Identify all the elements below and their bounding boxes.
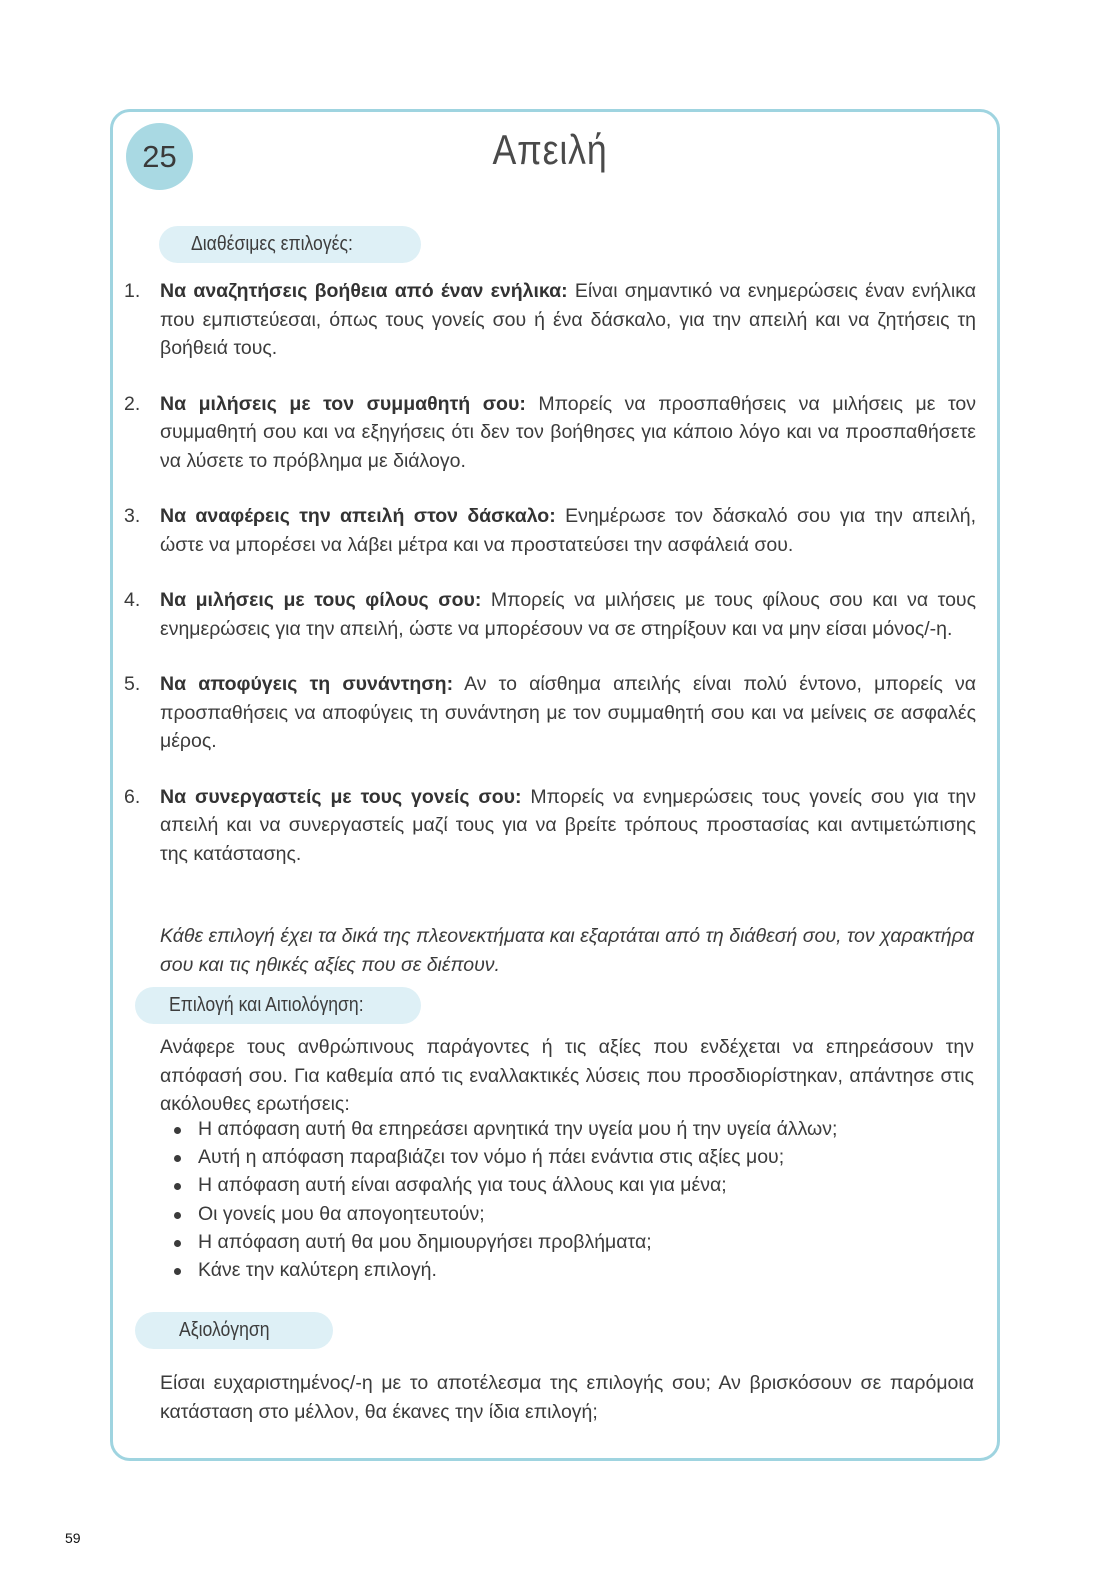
section-label-evaluation bbox=[135, 1312, 333, 1349]
option-number: 3. bbox=[124, 505, 141, 527]
bullet-icon bbox=[174, 1240, 181, 1247]
questions-list bbox=[172, 1115, 837, 1284]
question-text: Η απόφαση αυτή θα επηρεάσει αρνητικά την υγεία μου ή την υγεία άλλων; bbox=[198, 1118, 838, 1140]
evaluation-text: Είσαι ευχαριστημένος/-η με το αποτέλεσμα της επιλογής σου; Αν βρισκόσουν σε παρόμοια κατάσταση στο μέλλον, θα έκανες την ίδια επιλογή; bbox=[160, 1372, 974, 1423]
question-text: Αυτή η απόφαση παραβιάζει τον νόμο ή πάει ενάντια στις αξίες μου; bbox=[198, 1146, 785, 1169]
page-number: 59 bbox=[65, 1530, 81, 1546]
question-text: Η απόφαση αυτή θα μου δημιουργήσει προβλήματα; bbox=[198, 1230, 652, 1253]
option-text: Μπορείς να ενημερώσεις τους γονείς σου για την απειλή και να συνεργαστείς μαζί τους για να βρείτε τρόπους προστασίας και αντιμετώπισης της κατάστασης. bbox=[160, 785, 976, 865]
option-text: Μπορείς να προσπαθήσεις να μιλήσεις με τον συμμαθητή σου και να εξηγήσεις ότι δεν τον βοήθησες για κάποιο λόγο και να προσπαθήσετε να λύσετε το πρόβλημα με διάλογο. bbox=[160, 392, 976, 472]
bullet-icon bbox=[174, 1183, 181, 1190]
option-item bbox=[124, 502, 976, 559]
section-label-options bbox=[159, 226, 421, 263]
bullet-icon bbox=[174, 1155, 181, 1162]
options-list bbox=[124, 277, 976, 895]
option-number: 6. bbox=[124, 785, 141, 808]
option-item bbox=[124, 277, 976, 363]
question-item bbox=[172, 1200, 837, 1228]
option-number: 5. bbox=[124, 673, 141, 695]
bullet-icon bbox=[174, 1127, 181, 1134]
section-label-text: Αξιολόγηση bbox=[179, 1319, 270, 1341]
options-note: Κάθε επιλογή έχει τα δικά της πλεονεκτήματα και εξαρτάται από τη διάθεσή σου, τον χαρακτήρα σου και τις ηθικές αξίες που σε διέπουν. bbox=[160, 925, 974, 976]
option-title: Να αναζητήσεις βοήθεια από έναν ενήλικα: bbox=[160, 280, 568, 302]
option-title: Να συνεργαστείς με τους γονείς σου: bbox=[160, 785, 522, 808]
question-item bbox=[172, 1143, 837, 1171]
option-number: 1. bbox=[124, 280, 141, 302]
option-text: Ενημέρωσε τον δάσκαλό σου για την απειλή, ώστε να μπορέσει να λάβει μέτρα και να προστατεύσει την ασφάλειά σου. bbox=[160, 505, 976, 556]
question-item bbox=[172, 1115, 837, 1143]
question-text: Η απόφαση αυτή είναι ασφαλής για τους άλλους και για μένα; bbox=[198, 1174, 727, 1197]
question-item bbox=[172, 1228, 837, 1256]
option-text: Μπορείς να μιλήσεις με τους φίλους σου και να τους ενημερώσεις για την απειλή, ώστε να μπορέσουν να σε στηρίξουν και να μην είσαι μόνος/-η. bbox=[160, 589, 976, 640]
option-item bbox=[124, 670, 976, 756]
section-label-text: Διαθέσιμες επιλογές: bbox=[191, 233, 353, 255]
question-text: Οι γονείς μου θα απογοητευτούν; bbox=[198, 1202, 485, 1225]
question-text: Κάνε την καλύτερη επιλογή. bbox=[198, 1259, 437, 1282]
bullet-icon bbox=[174, 1212, 181, 1219]
bullet-icon bbox=[174, 1268, 181, 1275]
section-label-text: Επιλογή και Αιτιολόγηση: bbox=[169, 994, 364, 1016]
option-title: Να αναφέρεις την απειλή στον δάσκαλο: bbox=[160, 505, 556, 527]
option-number: 4. bbox=[124, 589, 141, 611]
option-text: Αν το αίσθημα απειλής είναι πολύ έντονο, μπορείς να προσπαθήσεις να αποφύγεις τη συνάντηση με τον συμμαθητή σου και να μείνεις σε ασφαλές μέρος. bbox=[160, 673, 977, 752]
option-text: Είναι σημαντικό να ενημερώσεις έναν ενήλικα που εμπιστεύεσαι, όπως τους γονείς σου ή ένα δάσκαλο, για την απειλή και να ζητήσεις τη βοήθειά τους. bbox=[160, 280, 976, 359]
question-item bbox=[172, 1171, 837, 1199]
option-item bbox=[124, 783, 976, 869]
question-item bbox=[172, 1256, 837, 1284]
option-title: Να αποφύγεις τη συνάντηση: bbox=[160, 673, 454, 695]
choice-intro: Ανάφερε τους ανθρώπινους παράγοντες ή τις αξίες που ενδέχεται να επηρεάσουν την απόφασή σου. Για καθεμία από τις εναλλακτικές λύσεις που προσδιορίστηκαν, απάντησε στις ακόλουθες ερωτήσεις: bbox=[160, 1036, 974, 1115]
option-number: 2. bbox=[124, 392, 141, 415]
option-item bbox=[124, 390, 976, 476]
activity-number-badge bbox=[126, 123, 193, 190]
option-title: Να μιλήσεις με τους φίλους σου: bbox=[160, 589, 482, 611]
section-label-choice bbox=[135, 987, 421, 1024]
option-title: Να μιλήσεις με τον συμμαθητή σου: bbox=[160, 392, 526, 415]
option-item bbox=[124, 586, 976, 643]
page-title: Απειλή bbox=[492, 126, 608, 173]
activity-number: 25 bbox=[142, 138, 177, 174]
